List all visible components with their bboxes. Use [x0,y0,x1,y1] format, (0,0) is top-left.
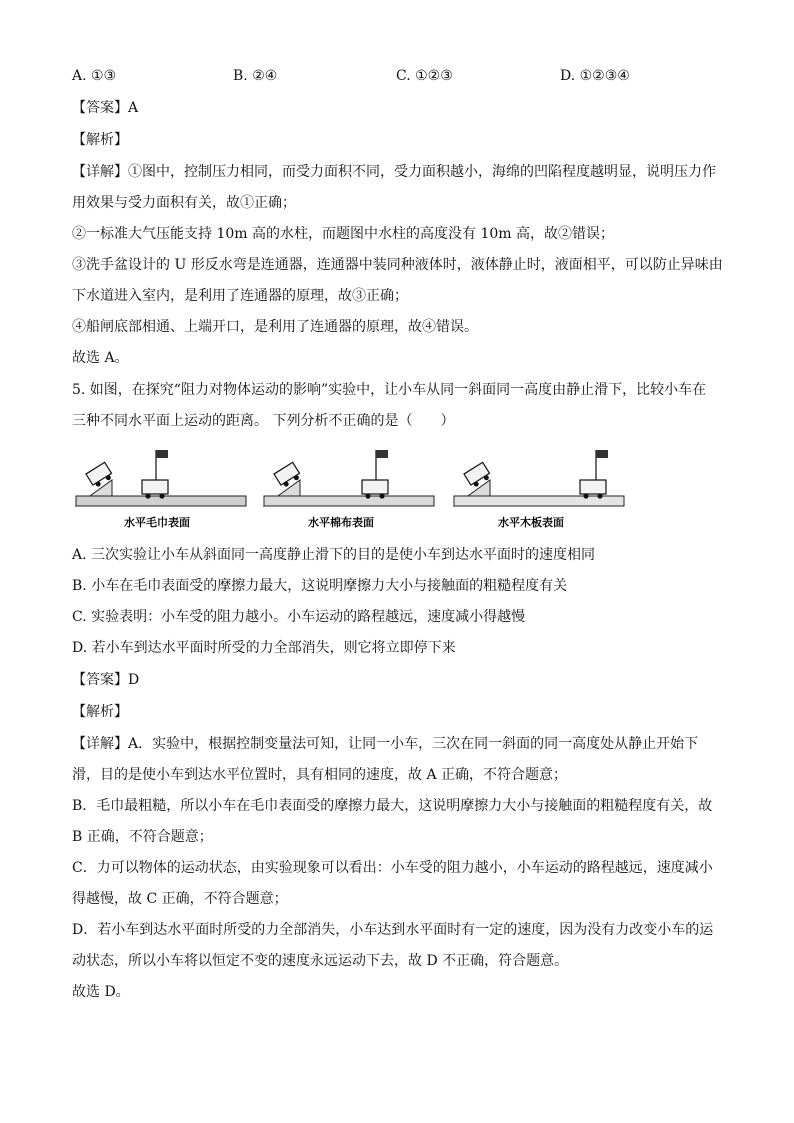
q4-conclusion: 故选 A。 [72,350,129,366]
q5-option-b: B. 小车在毛巾表面受的摩擦力最大，这说明摩擦力大小与接触面的粗糙程度有关 [72,578,568,594]
q4-detail-line: 【详解】①图中，控制压力相同，而受力面积不同，受力面积越小，海绵的凹陷程度越明显，说明压力作 [72,164,716,180]
q4-analysis: 【解析】 [72,132,128,148]
q5-option-d: D. 若小车到达水平面时所受的力全部消失，则它将立即停下来 [72,640,456,656]
q4-detail-line: 下水道进入室内，是利用了连通器的原理，故③正确； [72,288,408,304]
q5-option-c: C. 实验表明：小车受的阻力越小。小车运动的路程越远，速度减小得越慢 [72,609,526,625]
q4-detail-line: ④船闸底部相通、上端开口，是利用了连通器的原理，故④错误。 [72,319,478,335]
option-c-prev: C. ①②③ [396,68,453,84]
q5-detail-line: C．力可以物体的运动状态，由实验现象可以看出：小车受的阻力越小，小车运动的路程越远，速度减小 [72,860,713,876]
q5-detail-line: 滑，目的是使小车到达水平位置时，具有相同的速度，故 A 正确，不符合题意； [72,767,568,783]
flag-marker [156,450,168,480]
q4-answer: 【答案】A [72,100,139,116]
q5-stem-line: 5. 如图，在探究“阻力对物体运动的影响”实验中，让小车从同一斜面同一高度由静止滑下，比较小车在 [72,382,707,398]
q5-detail-line: D．若小车到达水平面时所受的力全部消失，小车达到水平面时有一定的速度，因为没有力改变小车的运 [72,922,714,938]
option-d-prev: D. ①②③④ [560,68,630,84]
experiment-figure [72,444,632,534]
wood-surface-panel [454,450,624,529]
caption-cotton: 水平棉布表面 [308,516,374,529]
q4-detail-line: 用效果与受力面积有关，故①正确； [72,195,296,211]
q4-detail-line: ②一标准大气压能支持 10m 高的水柱，而题图中水柱的高度没有 10m 高，故②错误； [72,226,614,242]
q5-detail-line: 得越慢，故 C 正确，不符合题意； [72,891,288,907]
q5-detail-line: 动状态，所以小车将以恒定不变的速度永远运动下去，故 D 不正确，符合题意。 [72,953,569,969]
q5-detail-line: B 正确，不符合题意； [72,829,213,845]
q5-conclusion: 故选 D。 [72,984,130,1000]
q5-detail-line: B．毛巾最粗糙，所以小车在毛巾表面受的摩擦力最大，这说明摩擦力大小与接触面的粗糙程度有关，故 [72,798,713,814]
caption-wood: 水平木板表面 [498,516,564,529]
cotton-surface-panel [264,450,434,529]
q5-stem-line: 三种不同水平面上运动的距离。 下列分析不正确的是（ ） [72,413,455,429]
flag-marker [376,450,388,480]
q5-option-a: A. 三次实验让小车从斜面同一高度静止滑下的目的是使小车到达水平面时的速度相同 [72,547,596,563]
q5-analysis: 【解析】 [72,704,128,720]
flag-marker [596,450,608,480]
q4-detail-line: ③洗手盆设计的 U 形反水弯是连通器，连通器中装同种液体时，液体静止时，液面相平，可以防止异味由 [72,257,723,273]
option-b-prev: B. ②④ [233,68,278,84]
caption-towel: 水平毛巾表面 [124,516,190,529]
towel-surface-panel [76,450,246,529]
option-a-prev: A. ①③ [72,68,117,84]
q5-answer: 【答案】D [72,672,140,688]
q5-detail-line: 【详解】A．实验中，根据控制变量法可知，让同一小车，三次在同一斜面的同一高度处从静止开始下 [72,736,699,752]
